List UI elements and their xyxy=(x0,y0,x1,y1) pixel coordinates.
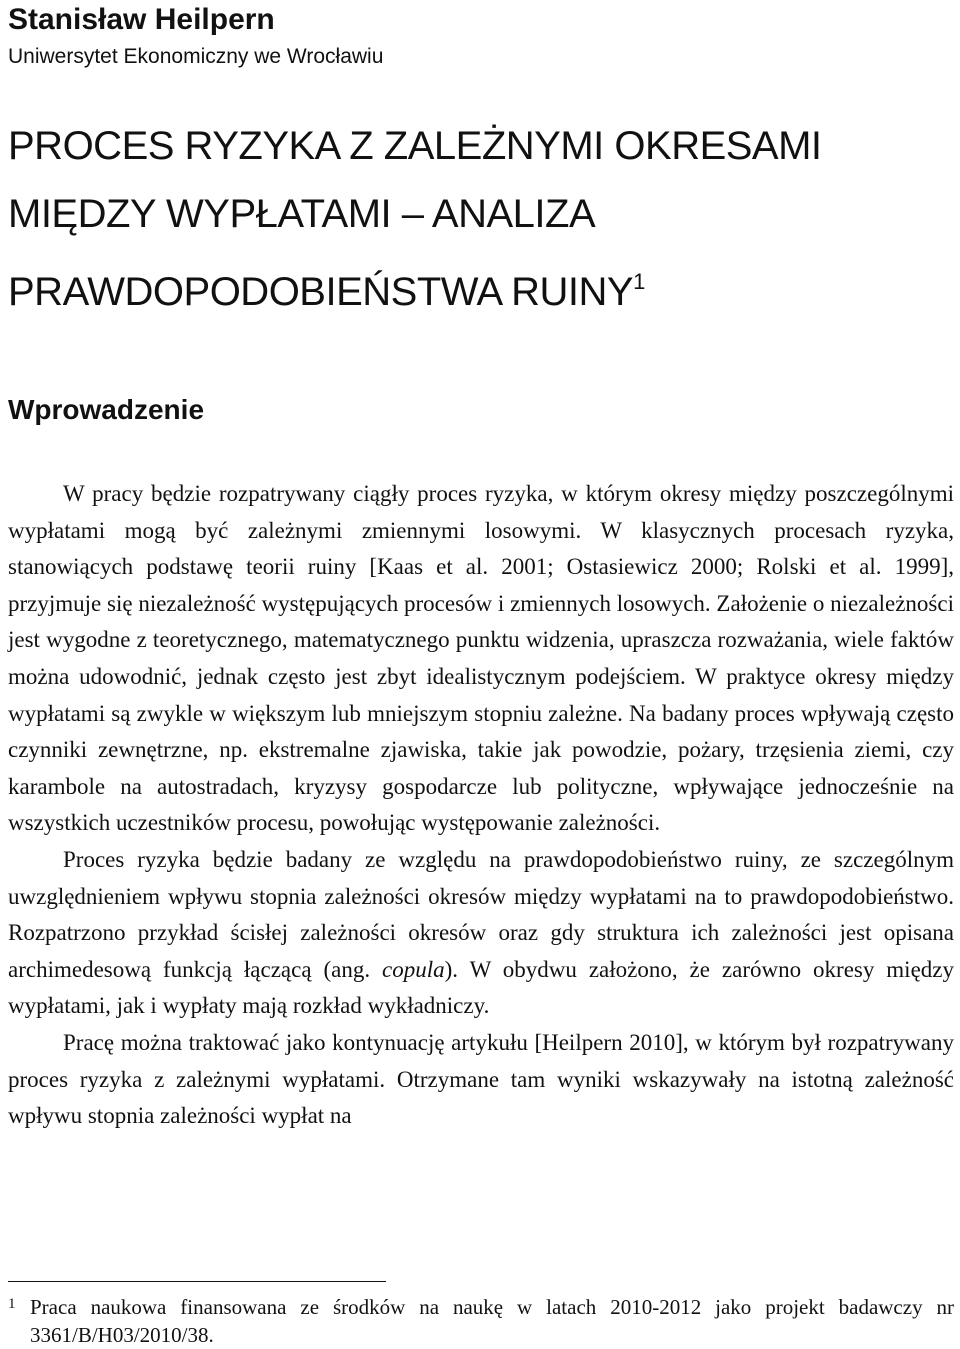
paragraph-2-part-2: ). W obydwu założono, że zarówno okresy między wypłatami, jak i wypłaty mają rozkład wykładniczy. xyxy=(8,956,954,1019)
body-text xyxy=(8,476,954,1135)
paragraph-2-italic-term: copula xyxy=(382,956,445,982)
paragraph-1: W pracy będzie rozpatrywany ciągły proces ryzyka, w którym okresy między poszczególnymi wypłatami mogą być zależnymi zmiennymi losowymi. W klasycznych procesach ryzyka, stanowiących podstawę teorii ruiny [Kaas et al. 2001; Ostasiewicz 2000; Rolski et al. 1999], przyjmuje się niezależność występujących procesów i zmiennych losowych. Założenie o niezależności jest wygodne z teoretycznego, matematycznego punktu widzenia, upraszcza rozważania, wiele faktów można udowodnić, jednak często jest zbyt idealistycznym podejściem. W praktyce okresy między wypłatami są zwykle w większym lub mniejszym stopniu zależne. Na badany proces wpływają często czynniki zewnętrzne, np. ekstremalne zjawiska, takie jak powodzie, pożary, trzęsienia ziemi, czy karambole na autostradach, kryzysy gospodarcze lub polityczne, wpływające jednocześnie na wszystkich uczestników procesu, powołując występowanie zależności. xyxy=(8,481,954,836)
footnote-number: 1 xyxy=(8,1296,16,1312)
paragraph-2 xyxy=(8,842,954,1025)
author-affiliation: Uniwersytet Ekonomiczny we Wrocławiu xyxy=(8,45,384,68)
title-line-3-text: PRAWDOPODOBIEŃSTWA RUINY xyxy=(8,270,634,314)
footnote-divider xyxy=(8,1281,386,1282)
title-line-3 xyxy=(8,248,948,326)
title-line-1: PROCES RYZYKA Z ZALEŻNYMI OKRESAMI xyxy=(8,124,822,168)
author-name: Stanisław Heilpern xyxy=(8,3,275,36)
paragraph-2-part-1: Proces ryzyka będzie badany ze względu na prawdopodobieństwo ruiny, ze szczególnym uwzględnieniem wpływu stopnia zależności okresów między wypłatami na to prawdopodobieństwo. Rozpatrzono przykład ścisłej zależności okresów oraz gdy struktura ich zależności jest opisana archimedesową funkcją łączącą (ang. xyxy=(8,846,954,982)
footnote xyxy=(8,1293,954,1349)
title-line-2: MIĘDZY WYPŁATAMI – ANALIZA xyxy=(8,192,596,236)
footnote-text: Praca naukowa finansowana ze środków na naukę w latach 2010-2012 jako projekt badawczy nr 3361/B/H03/2010/38. xyxy=(30,1295,954,1347)
paragraph-3: Pracę można traktować jako kontynuację artykułu [Heilpern 2010], w którym był rozpatrywany proces ryzyka z zależnymi wypłatami. Otrzymane tam wyniki wskazywały na istotną zależność wpływu stopnia zależności wypłat na xyxy=(8,1029,954,1129)
footnote-marker: 1 xyxy=(633,269,646,294)
section-heading: Wprowadzenie xyxy=(8,394,205,425)
paper-title xyxy=(8,112,948,326)
